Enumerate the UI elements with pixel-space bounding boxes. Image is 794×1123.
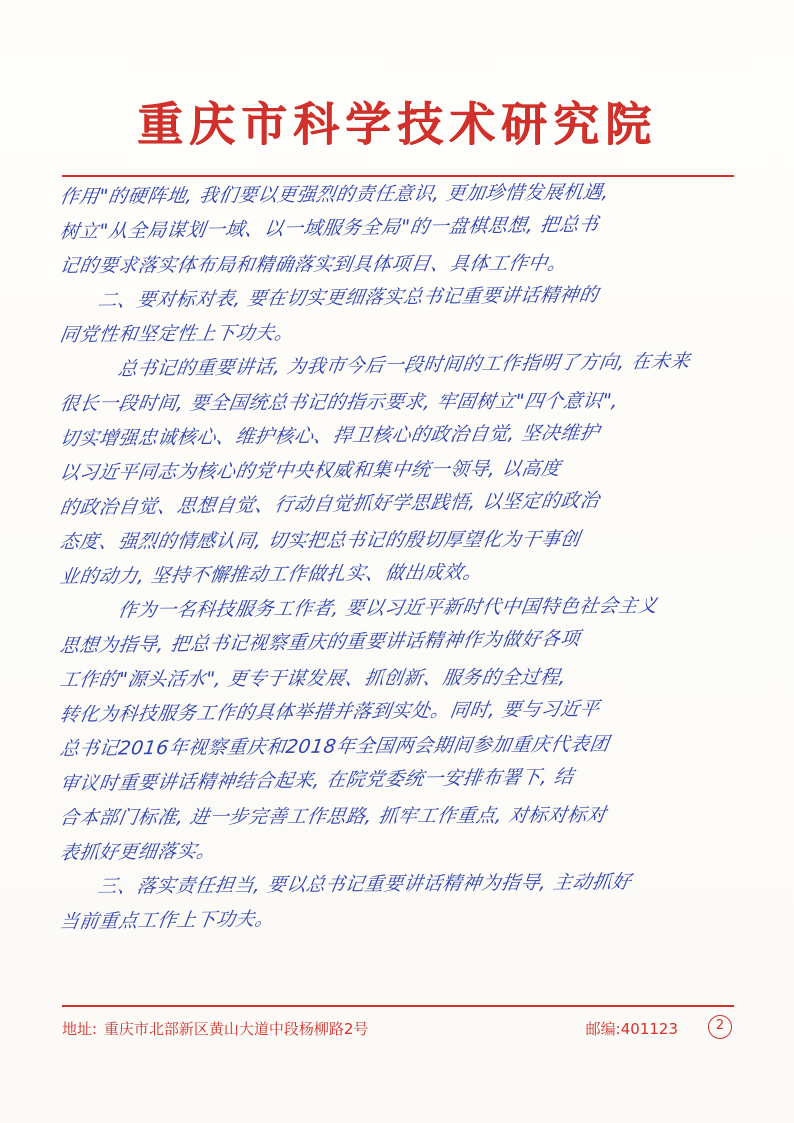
handwritten-text: 三、落实责任担当, 要以总书记重要讲话精神为指导, 主动抓好: [96, 871, 633, 898]
handwritten-line: [60, 211, 736, 242]
handwritten-text: 当前重点工作上下功夫。: [58, 907, 277, 933]
handwritten-line: [60, 180, 736, 208]
handwritten-line: [60, 870, 774, 898]
handwritten-text: 的政治自觉、思想自觉、行动自觉抓好学思践悟, 以坚定的政治: [58, 488, 602, 519]
handwritten-line: [60, 456, 736, 484]
handwritten-text: 工作的"源头活水", 更专于谋发展、抓创新、服务的全过程,: [58, 666, 568, 692]
handwritten-text: 切实增强忠诚核心、维护核心、捍卫核心的政治自觉, 坚决维护: [58, 421, 602, 450]
handwritten-text: 思想为指导, 把总书记视察重庆的重要讲话精神作为做好各项: [58, 627, 582, 657]
footer-zip: [586, 1018, 678, 1039]
page-number-badge: 2: [708, 1015, 732, 1039]
handwritten-line: [60, 834, 736, 864]
handwritten-line: [60, 487, 736, 518]
handwritten-line: [60, 696, 736, 726]
handwritten-text: 二、要对标对表, 要在切实更细落实总书记重要讲话精神的: [96, 283, 601, 312]
handwritten-text: 总书记2016年视察重庆和2018年全国两会期间参加重庆代表团: [58, 733, 611, 761]
handwritten-text: 审议时重要讲话精神结合起来, 在院党委统一安排布署下, 结: [58, 765, 576, 795]
handwritten-text: 态度、强烈的情感认同, 切实把总书记的殷切厚望化为干事创: [58, 528, 582, 554]
handwritten-line: [60, 318, 736, 346]
handwritten-line: [60, 420, 736, 450]
address-label: 地址:: [62, 1019, 98, 1038]
handwritten-text: 记的要求落实体布局和精确落实到具体项目、具体工作中。: [58, 252, 569, 278]
handwritten-line: [60, 251, 736, 277]
handwritten-text: 转化为科技服务工作的具体举措并落到实处。同时, 要与习近平: [58, 697, 602, 726]
handwritten-line: [60, 348, 794, 380]
handwritten-line: [60, 803, 736, 829]
handwritten-text: 作为一名科技服务工作者, 要以习近平新时代中国特色社会主义: [116, 594, 660, 622]
handwritten-line: [60, 665, 736, 691]
handwritten-text: 同党性和坚定性上下功夫。: [58, 321, 296, 347]
handwritten-line: [60, 594, 794, 622]
handwritten-text: 业的动力, 坚持不懈推动工作做扎实、做出成效。: [58, 560, 485, 588]
handwritten-line: [60, 732, 736, 760]
handwritten-text: 以习近平同志为核心的党中央权威和集中统一领导, 以高度: [58, 457, 563, 485]
handwritten-line: [60, 281, 774, 311]
organization-title: 重庆市科学技术研究院: [137, 97, 657, 151]
footer-divider: [62, 1005, 734, 1007]
handwritten-line: [60, 558, 736, 588]
handwritten-line: [60, 901, 736, 932]
footer: [62, 1013, 734, 1043]
handwritten-line: [60, 763, 736, 794]
letterhead: [0, 88, 794, 154]
zip-value: 401123: [620, 1019, 678, 1038]
handwritten-line: [60, 527, 736, 553]
header-divider: [62, 175, 734, 177]
handwritten-body: [58, 181, 736, 986]
address-value: 重庆市北部新区黄山大道中段杨柳路2号: [103, 1019, 369, 1038]
zip-label: 邮编:: [585, 1019, 621, 1038]
handwritten-text: 合本部门标准, 进一步完善工作思路, 抓牢工作重点, 对标对标对: [58, 804, 608, 830]
handwritten-text: 作用"的硬阵地, 我们要以更强烈的责任意识, 更加珍惜发展机遇,: [58, 181, 611, 209]
handwritten-line: [60, 389, 736, 415]
handwritten-text: 总书记的重要讲话, 为我市今后一段时间的工作指明了方向, 在未来: [116, 349, 692, 380]
handwritten-line: [60, 625, 736, 656]
handwritten-text: 很长一段时间, 要全国统总书记的指示要求, 牢固树立"四个意识",: [58, 390, 620, 416]
handwritten-text: 表抓好更细落实。: [58, 839, 218, 864]
handwritten-text: 树立"从全局谋划一域、以一域服务全局"的一盘棋思想, 把总书: [58, 212, 601, 243]
footer-address: [62, 1018, 368, 1039]
